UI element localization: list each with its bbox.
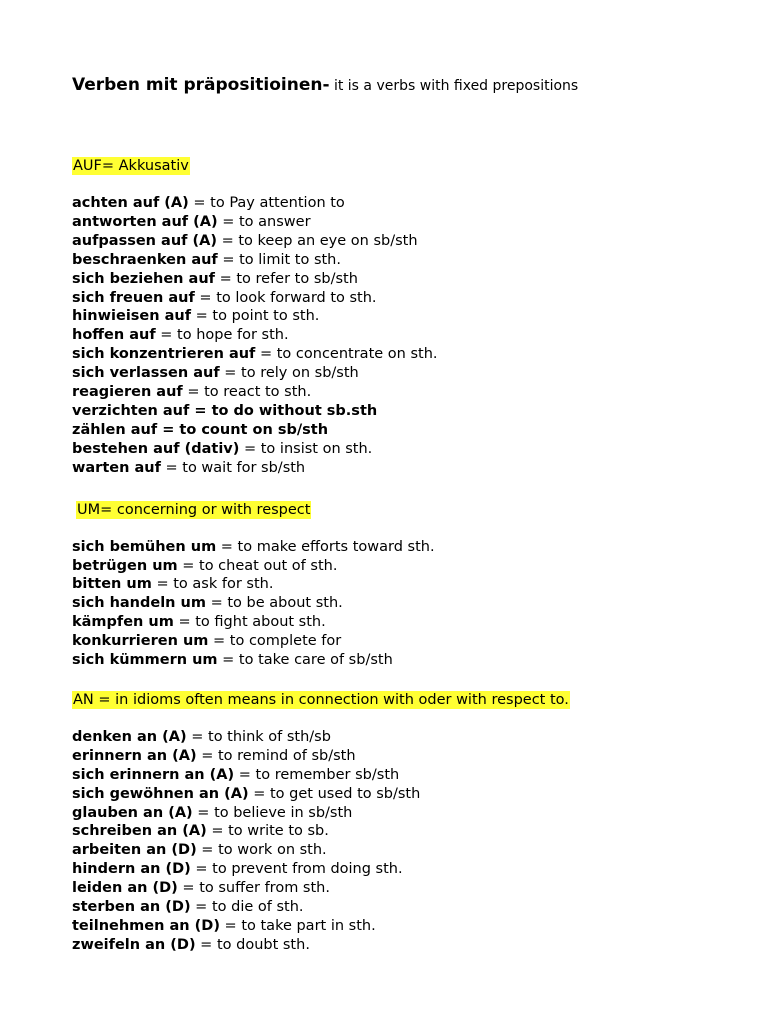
verb-list	[72, 194, 752, 478]
verb-term: antworten auf (A)	[72, 213, 218, 230]
verb-meaning: to believe in sb/sth	[214, 804, 353, 821]
equals-sign: =	[216, 538, 238, 555]
verb-entry	[72, 936, 752, 955]
verb-entry	[72, 213, 752, 232]
section-heading-label: = Akkusativ	[101, 158, 189, 174]
verb-term: leiden an (D)	[72, 880, 178, 897]
verb-entry	[72, 613, 752, 632]
equals-sign: =	[186, 728, 209, 745]
verb-entry	[72, 594, 752, 613]
verb-term: arbeiten an (D)	[72, 842, 197, 859]
verb-entry	[72, 402, 752, 421]
verb-entry	[72, 841, 752, 860]
verb-meaning: to prevent from doing sth.	[212, 861, 403, 878]
verb-meaning: to suffer from sth.	[199, 880, 330, 897]
verb-term: zählen auf	[72, 421, 158, 438]
verb-meaning: to doubt sth.	[216, 936, 310, 953]
verb-term: sich verlassen auf	[72, 365, 220, 382]
verb-term: sterben an (D)	[72, 899, 191, 916]
verb-entry	[72, 538, 752, 557]
verb-entry	[72, 251, 752, 270]
verb-term: bitten um	[72, 576, 152, 593]
verb-term: hinwieisen auf	[72, 308, 192, 325]
verb-term: sich bemühen um	[72, 538, 217, 555]
verb-meaning: to ask for sth.	[173, 576, 274, 593]
verb-term: bestehen auf (dativ)	[72, 440, 240, 457]
verb-meaning: to make efforts toward sth.	[237, 538, 435, 555]
verb-term: achten auf (A)	[72, 195, 189, 211]
equals-sign: =	[155, 327, 178, 344]
verb-term: glauben an (A)	[72, 804, 193, 821]
equals-sign: =	[190, 861, 213, 878]
equals-sign: =	[173, 614, 196, 631]
verb-meaning: to wait for sb/sth	[182, 459, 306, 476]
verb-term: schreiben an (A)	[72, 823, 207, 840]
verb-list	[72, 728, 752, 955]
verb-entry	[72, 270, 752, 289]
verb-term: verzichten auf	[72, 402, 190, 419]
equals-sign: =	[206, 823, 229, 840]
verb-entry	[72, 575, 752, 594]
verb-entry	[72, 440, 752, 459]
verb-entry	[72, 632, 752, 651]
verb-meaning: to remember sb/sth	[255, 766, 400, 783]
verb-entry	[72, 194, 752, 213]
verb-meaning: to keep an eye on sb/sth	[238, 232, 418, 249]
verb-term: sich erinnern an (A)	[72, 766, 235, 783]
equals-sign: =	[191, 308, 213, 325]
verb-entry	[72, 917, 752, 936]
equals-sign: =	[248, 785, 270, 802]
equals-sign: =	[219, 365, 242, 382]
sections-container	[72, 155, 752, 955]
verb-meaning: to refer to sb/sth	[236, 270, 358, 287]
verb-entry	[72, 307, 752, 326]
equals-sign: =	[217, 232, 239, 249]
verb-meaning: to look forward to sth.	[216, 289, 377, 306]
verb-meaning: to cheat out of sth.	[199, 557, 338, 574]
verb-meaning: to count on sb/sth	[179, 421, 329, 438]
section-heading-key: UM	[77, 501, 101, 518]
equals-sign: =	[151, 576, 174, 593]
equals-sign: =	[217, 213, 239, 230]
verb-term: sich gewöhnen an (A)	[72, 785, 249, 802]
verb-entry	[72, 822, 752, 841]
verb-meaning: to point to sth.	[212, 308, 320, 325]
verb-entry	[72, 345, 752, 364]
verb-meaning: to complete for	[229, 633, 342, 650]
section-an	[72, 689, 752, 955]
verb-meaning: to be about sth.	[227, 595, 343, 612]
verb-meaning: to get used to sb/sth	[270, 785, 421, 802]
equals-sign: =	[182, 384, 205, 401]
verb-meaning: to think of sth/sb	[208, 728, 331, 745]
verb-meaning: to rely on sb/sth	[241, 365, 359, 382]
equals-sign: =	[234, 766, 256, 783]
verb-meaning: to remind of sb/sth	[217, 747, 356, 764]
page-title	[72, 74, 752, 97]
verb-term: denken an (A)	[72, 728, 187, 745]
equals-sign: =	[217, 652, 239, 669]
equals-sign: =	[196, 842, 219, 859]
equals-sign: =	[195, 936, 217, 953]
verb-entry	[72, 364, 752, 383]
equals-sign: =	[177, 557, 200, 574]
verb-meaning: to react to sth.	[204, 384, 312, 401]
verb-term: sich freuen auf	[72, 289, 195, 306]
equals-sign: =	[194, 289, 217, 306]
verb-term: zweifeln an (D)	[72, 936, 196, 953]
verb-entry	[72, 860, 752, 879]
verb-meaning: to take care of sb/sth	[238, 652, 393, 669]
verb-list	[72, 538, 752, 670]
verb-entry	[72, 879, 752, 898]
equals-sign: =	[192, 804, 215, 821]
verb-entry	[72, 785, 752, 804]
verb-entry	[72, 651, 752, 670]
verb-term: betrügen um	[72, 557, 178, 574]
verb-entry	[72, 421, 752, 440]
verb-term: teilnehmen an (D)	[72, 918, 220, 934]
verb-meaning: to hope for sth.	[177, 327, 289, 344]
verb-entry	[72, 383, 752, 402]
equals-sign: =	[188, 195, 211, 211]
section-heading	[76, 501, 311, 519]
verb-term: sich handeln um	[72, 595, 206, 612]
verb-entry	[72, 289, 752, 308]
verb-meaning: to fight about sth.	[195, 614, 326, 631]
equals-sign: =	[208, 633, 230, 650]
verb-meaning: to take part in sth.	[241, 918, 376, 934]
verb-meaning: to concentrate on sth.	[276, 346, 438, 363]
equals-sign: =	[177, 880, 200, 897]
verb-term: hindern an (D)	[72, 861, 191, 878]
document-page	[72, 74, 752, 955]
verb-term: hoffen auf	[72, 327, 156, 344]
equals-sign: =	[205, 595, 228, 612]
verb-meaning: to Pay attention to	[210, 195, 345, 211]
verb-entry	[72, 557, 752, 576]
section-um	[72, 499, 752, 670]
verb-entry	[72, 232, 752, 251]
verb-meaning: to do without sb.sth	[211, 402, 378, 419]
verb-entry	[72, 898, 752, 917]
section-heading-key: AN	[73, 691, 94, 708]
equals-sign: =	[217, 251, 240, 268]
verb-term: kämpfen um	[72, 614, 174, 631]
equals-sign: =	[160, 459, 183, 476]
verb-term: sich kümmern um	[72, 652, 218, 669]
title-main: Verben mit präpositioinen-	[72, 75, 330, 95]
verb-term: erinnern an (A)	[72, 747, 197, 764]
equals-sign: =	[219, 918, 242, 934]
verb-term: beschraenken auf	[72, 251, 218, 268]
equals-sign: =	[189, 402, 212, 419]
verb-entry	[72, 747, 752, 766]
section-heading-key: AUF	[73, 158, 102, 174]
verb-term: warten auf	[72, 459, 161, 476]
verb-meaning: to write to sb.	[228, 823, 329, 840]
section-heading-label: = concerning or with respect	[100, 501, 311, 518]
verb-entry	[72, 459, 752, 478]
section-heading	[72, 157, 190, 175]
section-heading-label: = in idioms often means in connection with oder with respect to.	[93, 691, 569, 708]
verb-entry	[72, 326, 752, 345]
verb-term: aufpassen auf (A)	[72, 232, 217, 249]
equals-sign: =	[190, 899, 212, 916]
verb-meaning: to limit to sth.	[239, 251, 341, 268]
section-heading	[72, 691, 570, 709]
verb-entry	[72, 728, 752, 747]
verb-entry	[72, 804, 752, 823]
verb-meaning: to answer	[239, 213, 311, 230]
verb-term: sich konzentrieren auf	[72, 346, 256, 363]
verb-term: sich beziehen auf	[72, 270, 215, 287]
verb-meaning: to work on sth.	[218, 842, 327, 859]
equals-sign: =	[157, 421, 180, 438]
equals-sign: =	[255, 346, 277, 363]
equals-sign: =	[214, 270, 237, 287]
title-subtitle: it is a verbs with fixed prepositions	[329, 78, 579, 94]
section-auf	[72, 155, 752, 478]
verb-meaning: to insist on sth.	[260, 440, 373, 457]
equals-sign: =	[196, 747, 218, 764]
verb-meaning: to die of sth.	[211, 899, 304, 916]
verb-entry	[72, 766, 752, 785]
equals-sign: =	[239, 440, 261, 457]
verb-term: reagieren auf	[72, 384, 183, 401]
verb-term: konkurrieren um	[72, 633, 209, 650]
